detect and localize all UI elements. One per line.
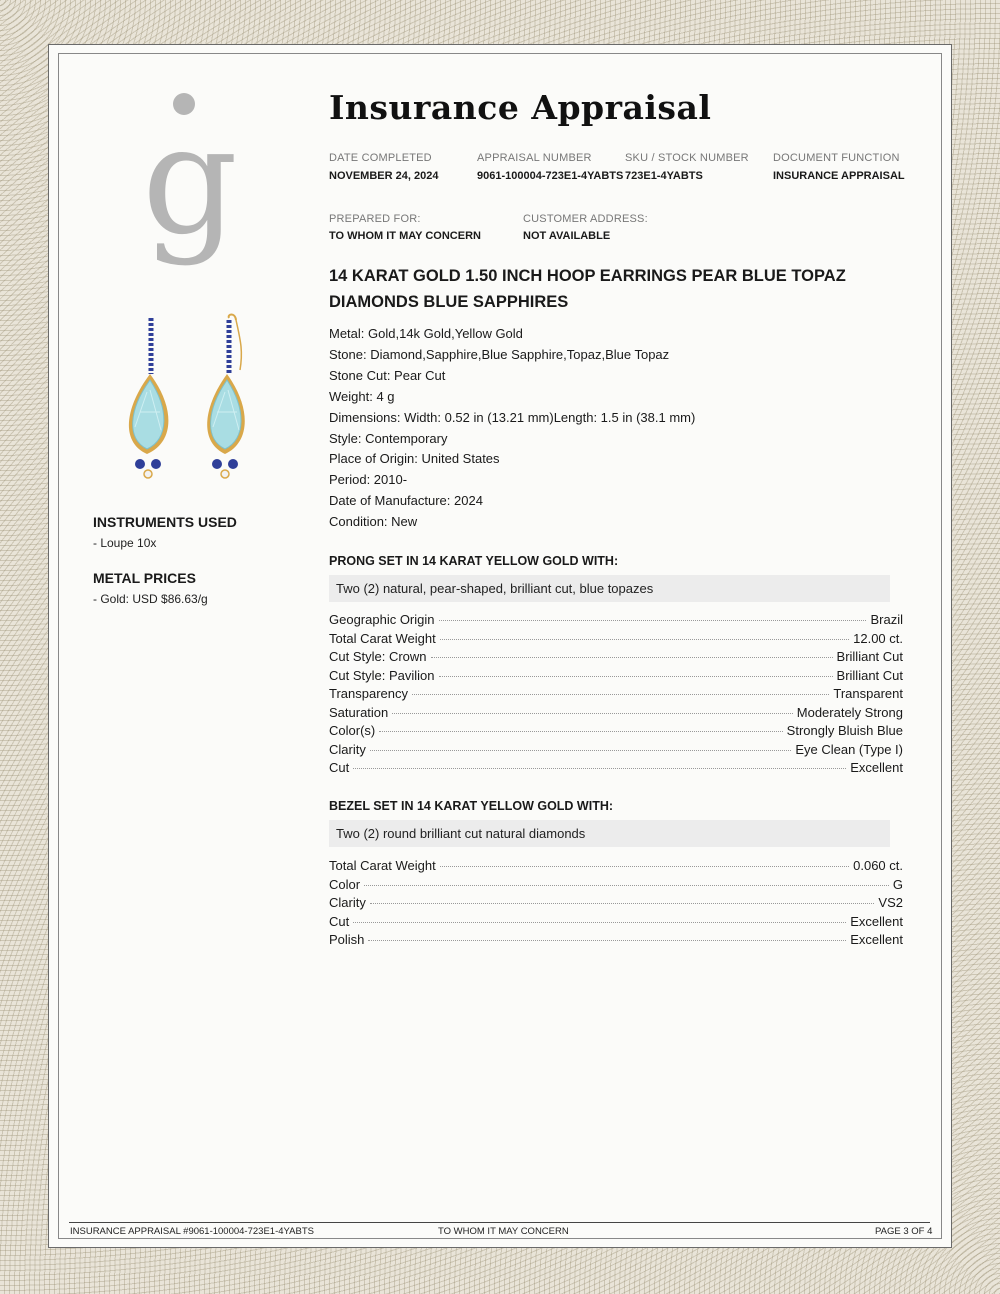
instruments-heading: INSTRUMENTS USED bbox=[93, 514, 237, 530]
spec-dimensions: Dimensions: Width: 0.52 in (13.21 mm)Length: 1.5 in (38.1 mm) bbox=[329, 409, 696, 425]
sku-label: SKU / STOCK NUMBER bbox=[625, 152, 749, 164]
item-heading: 14 KARAT GOLD 1.50 INCH HOOP EARRINGS PEAR BLUE TOPAZ DIAMONDS BLUE SAPPHIRES bbox=[329, 267, 846, 311]
earrings-image bbox=[105, 312, 265, 492]
prepared-for-label: PREPARED FOR: bbox=[329, 213, 421, 225]
table-row: Cut Excellent bbox=[329, 913, 903, 929]
customer-address-value: NOT AVAILABLE bbox=[523, 230, 611, 242]
logo-g-icon bbox=[140, 92, 240, 277]
bezel-set-table bbox=[329, 858, 903, 951]
customer-address-label: CUSTOMER ADDRESS: bbox=[523, 213, 648, 225]
footer-appraisal-id: INSURANCE APPRAISAL #9061-100004-723E1-4YABTS bbox=[70, 1226, 314, 1237]
spec-style: Style: Contemporary bbox=[329, 430, 448, 446]
table-row: Geographic Origin Brazil bbox=[329, 612, 903, 627]
table-row: Polish Excellent bbox=[329, 932, 903, 947]
table-row: Cut Excellent bbox=[329, 760, 903, 775]
footer-divider bbox=[69, 1222, 930, 1223]
sku-value: 723E1-4YABTS bbox=[625, 170, 703, 182]
table-row: Transparency Transparent bbox=[329, 686, 903, 701]
bezel-set-heading: BEZEL SET IN 14 KARAT YELLOW GOLD WITH: bbox=[329, 799, 614, 813]
metal-prices-heading: METAL PRICES bbox=[93, 570, 196, 586]
prong-set-heading: PRONG SET IN 14 KARAT YELLOW GOLD WITH: bbox=[329, 554, 619, 568]
table-row: Clarity Eye Clean (Type I) bbox=[329, 741, 903, 757]
page-title: Insurance Appraisal bbox=[329, 88, 712, 127]
table-row: Total Carat Weight 0.060 ct. bbox=[329, 858, 903, 873]
document-function-label: DOCUMENT FUNCTION bbox=[773, 152, 900, 164]
table-row: Saturation Moderately Strong bbox=[329, 704, 903, 720]
svg-text:g: g bbox=[141, 94, 239, 268]
spec-date-manufacture: Date of Manufacture: 2024 bbox=[329, 493, 483, 509]
prong-set-description: Two (2) natural, pear-shaped, brilliant cut, blue topazes bbox=[329, 575, 890, 602]
instruments-value: - Loupe 10x bbox=[93, 536, 157, 550]
spec-weight: Weight: 4 g bbox=[329, 388, 395, 404]
document-function-value: INSURANCE APPRAISAL bbox=[773, 170, 905, 182]
table-row: Cut Style: Crown Brilliant Cut bbox=[329, 649, 903, 664]
spec-period: Period: 2010- bbox=[329, 472, 408, 488]
bezel-set-description: Two (2) round brilliant cut natural diamonds bbox=[329, 820, 890, 847]
spec-origin: Place of Origin: United States bbox=[329, 451, 500, 467]
footer-page-number: PAGE 3 OF 4 bbox=[875, 1226, 933, 1237]
table-row: Cut Style: Pavilion Brilliant Cut bbox=[329, 667, 903, 683]
metal-prices-value: - Gold: USD $86.63/g bbox=[93, 592, 208, 606]
date-completed-label: DATE COMPLETED bbox=[329, 152, 432, 164]
table-row: Color G bbox=[329, 876, 903, 892]
spec-condition: Condition: New bbox=[329, 514, 418, 530]
date-completed-value: NOVEMBER 24, 2024 bbox=[329, 170, 439, 182]
prepared-for-value: TO WHOM IT MAY CONCERN bbox=[329, 230, 481, 242]
appraisal-number-value: 9061-100004-723E1-4YABTS bbox=[477, 170, 624, 182]
appraisal-number-label: APPRAISAL NUMBER bbox=[477, 152, 592, 164]
spec-metal: Metal: Gold,14k Gold,Yellow Gold bbox=[329, 326, 523, 341]
spec-stone: Stone: Diamond,Sapphire,Blue Sapphire,Topaz,Blue Topaz bbox=[329, 346, 670, 362]
table-row: Clarity VS2 bbox=[329, 895, 903, 910]
footer-recipient: TO WHOM IT MAY CONCERN bbox=[438, 1226, 569, 1237]
table-row: Color(s) Strongly Bluish Blue bbox=[329, 723, 903, 738]
item-specs bbox=[329, 324, 695, 533]
spec-stone-cut: Stone Cut: Pear Cut bbox=[329, 367, 446, 383]
prong-set-table bbox=[329, 612, 903, 779]
table-row: Total Carat Weight 12.00 ct. bbox=[329, 630, 903, 646]
